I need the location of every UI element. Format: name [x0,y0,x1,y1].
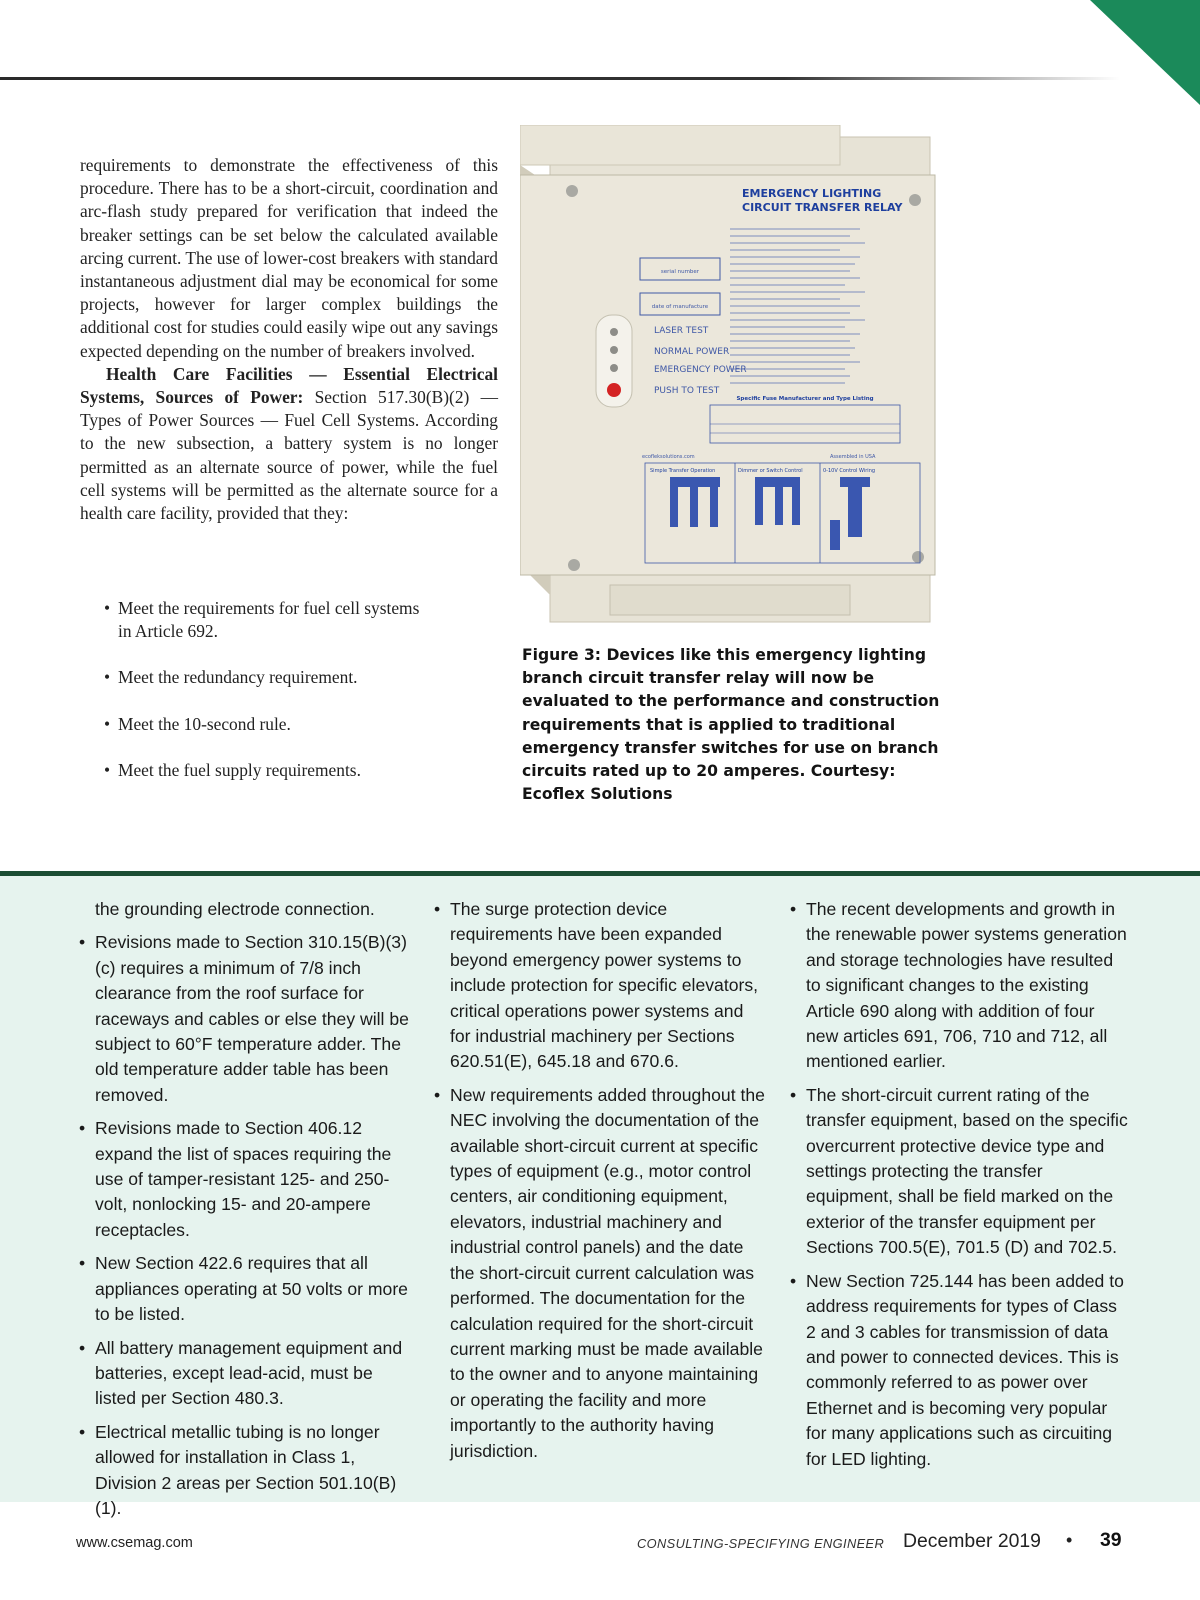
indicator-led [610,328,618,336]
indicator-led [610,346,618,354]
requirements-list [104,597,424,805]
indicator-label: NORMAL POWER [654,347,730,357]
corner-accent [1090,0,1200,105]
wiring-diagram-label: 0-10V Control Wiring [823,468,876,474]
list-item: • Electrical metallic tubing is no longer allowed for installation in Class 1, Division 2 areas per Section 501.10(B)(1). [79,1420,415,1522]
date-of-manufacture-field: date of manufacture [651,304,709,310]
page-footer [0,1530,1200,1560]
figure-caption: Figure 3: Devices like this emergency lighting branch circuit transfer relay will now be evaluated to the performance and construction requirements that is applied to traditional emergency transfer switches for use on branch circuits rated up to 20 amperes. Courtesy: Ecoflex Solutions [522,646,940,804]
list-item: • New Section 422.6 requires that all appliances operating at 50 volts or more to be listed. [79,1251,415,1327]
indicator-label: EMERGENCY POWER [654,365,747,375]
intro-paragraph-1: requirements to demonstrate the effectiveness of this procedure. There has to be a short-circuit, coordination and arc-flash study prepared for verification that indeed the breaker settings can be set below the calculated available arcing current. The use of lower-cost breakers with standard instantaneous adjustment dial may be economical for some projects, however for larger complex buildings the additional cost for studies could easily wipe out any savings expected depending on the number of breakers involved. [80,155,498,361]
mounting-screw-icon [568,559,580,571]
mounting-screw-icon [909,194,921,206]
intro-paragraph-2 [80,363,498,525]
fuse-table-title: Specific Fuse Manufacturer and Type Listing [736,396,874,402]
column-1 [79,897,415,1529]
continued-text: the grounding electrode connection. [95,899,375,919]
serial-number-field: serial number [660,269,700,275]
indicator-label: LASER TEST [654,326,709,336]
figure-transfer-relay [520,125,940,625]
issue-date: December 2019 [903,1530,1041,1552]
mounting-screw-icon [566,185,578,197]
list-item: • The recent developments and growth in the renewable power systems generation and storage technologies have resulted to significant changes to the existing Article 690 along with addition of four new articles 691, 706, 710 and 712, all mentioned earlier. [790,897,1130,1075]
list-item: • Meet the requirements for fuel cell systems in Article 692. [104,597,424,643]
mounting-screw-icon [912,551,924,563]
publication-name: CONSULTING-SPECIFYING ENGINEER [637,1536,885,1551]
section-body: Section 517.30(B)(2) — Types of Power Sources — Fuel Cell Systems. According to the new subsection, a battery system is no longer permitted as an alternate source of power, while the fuel cell systems will be permitted as the alternate source for a health care facility, provided that they: [80,387,498,524]
wiring-diagram-label: Dimmer or Switch Control [738,468,803,474]
device-title-line-2: CIRCUIT TRANSFER RELAY [742,201,903,214]
indicator-led [610,364,618,372]
device-title-line-1: EMERGENCY LIGHTING [742,187,882,200]
column-2 [434,897,768,1472]
indicator-label: PUSH TO TEST [654,386,720,396]
separator-dot: • [1066,1530,1073,1550]
website-label: ecofleksolutions.com [642,454,695,460]
list-item: • All battery management equipment and batteries, except lead-acid, must be listed per Section 480.3. [79,1336,415,1412]
section-heading: Health Care Facilities — Essential Electrical Systems, Sources of Power: [80,363,498,408]
list-item: • New Section 725.144 has been added to address requirements for types of Class 2 and 3 cables for transmission of data and power to connected devices. This is commonly referred to as power over Ethernet and is becoming very popular for many applications such as circuiting for LED lighting. [790,1269,1130,1472]
list-item: • Revisions made to Section 310.15(B)(3)(c) requires a minimum of 7/8 inch clearance from the roof surface for raceways and cables or else they will be subject to 60°F temperature adder. The old temperature adder table has been removed. [79,930,415,1108]
list-item: • Meet the redundancy requirement. [104,666,424,689]
column-3 [790,897,1130,1480]
list-item: • The short-circuit current rating of the transfer equipment, based on the specific overcurrent protective device type and settings protecting the transfer equipment, shall be field marked on the exterior of the transfer equipment per Sections 700.5(E), 701.5 (D) and 702.5. [790,1083,1130,1261]
list-item: • The surge protection device requirements have been expanded beyond emergency power systems to include protection for specific elevators, critical operations power systems and for industrial machinery per Sections 620.51(E), 645.18 and 670.6. [434,897,768,1075]
assembled-label: Assembled in USA [830,454,876,460]
page-number: 39 [1100,1529,1122,1551]
website-link[interactable]: www.csemag.com [76,1535,193,1551]
list-item: • Meet the 10-second rule. [104,713,424,736]
test-button-icon [607,383,621,397]
list-item: • Revisions made to Section 406.12 expand the list of spaces requiring the use of tamper-resistant 125- and 250-volt, nonlocking 15- and 20-ampere receptacles. [79,1116,415,1243]
list-item: • New requirements added throughout the NEC involving the documentation of the available short-circuit current at specific types of equipment (e.g., motor control centers, air conditioning equipment, elevators, industrial machinery and industrial control panels) and the date the short-circuit current calculation was performed. The documentation for the calculation required for the short-circuit current marking must be made available to the owner and to anyone maintaining or operating the facility and more importantly to the authority having jurisdiction. [434,1083,768,1464]
list-item: • Meet the fuel supply requirements. [104,759,424,782]
wiring-diagram-label: Simple Transfer Operation [650,468,716,474]
intro-text [80,154,498,525]
top-rule [0,77,1120,80]
